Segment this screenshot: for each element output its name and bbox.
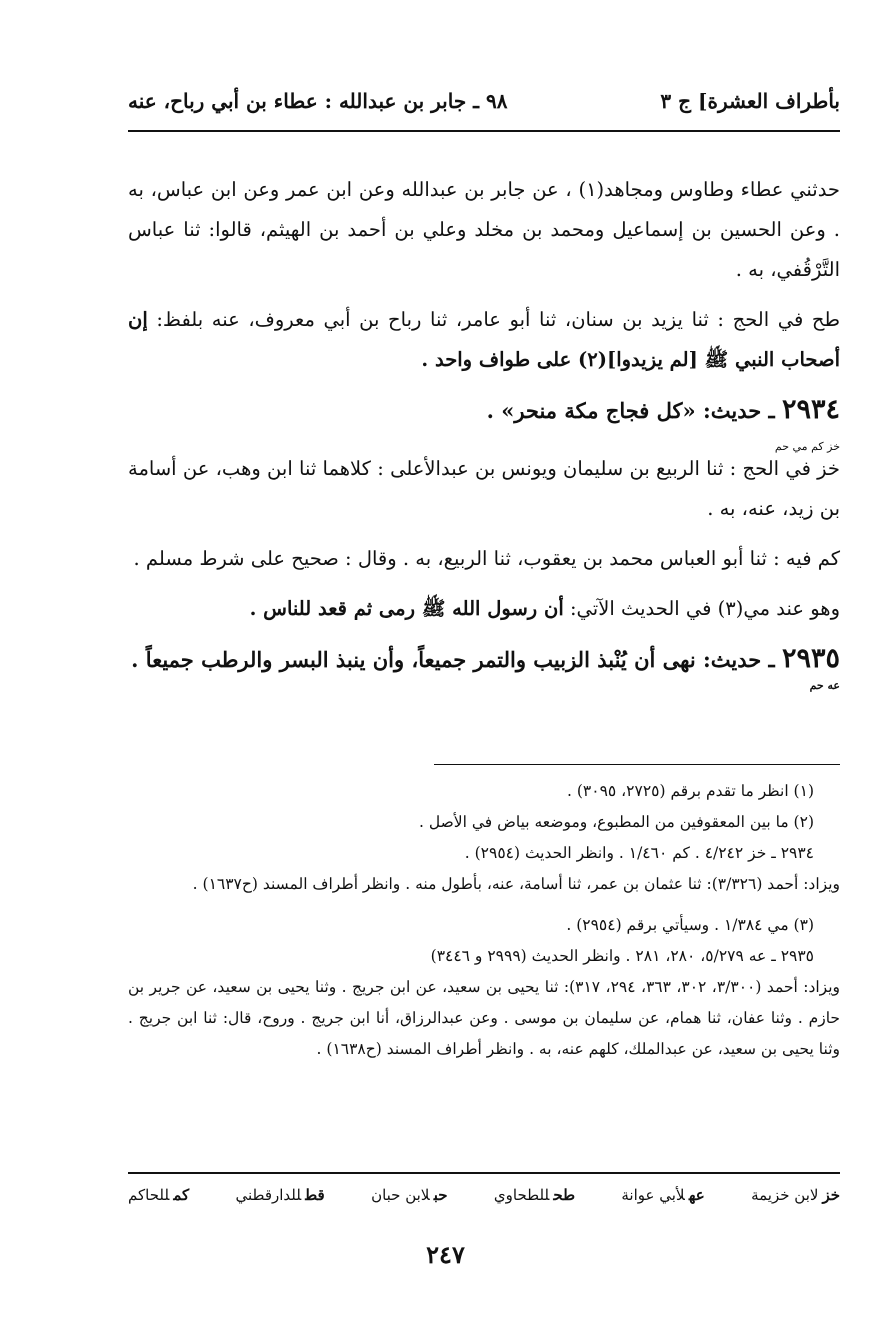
legend-label: للدارقطني	[235, 1186, 302, 1204]
legend-code: كم	[173, 1186, 190, 1204]
legend-label: لابن حبان	[371, 1186, 430, 1204]
sigla-2934: خز كم مي حم	[774, 440, 840, 453]
legend-code: طح	[553, 1186, 576, 1204]
page-number: ٢٤٧	[426, 1240, 465, 1269]
hadith-heading-2935	[128, 639, 840, 692]
footnotes	[128, 776, 840, 1065]
running-header	[128, 84, 840, 118]
note-2934-extra: ويزاد: أحمد (٣/٣٢٦): ثنا عثمان بن عمر، ثنا أسامة، عنه، بأطول منه . وانظر أطراف المسند (ح١٦٣٧) .	[192, 875, 840, 893]
paragraph-darimi-text: وهو عند مي(٣) في الحديث الآتي:	[569, 597, 840, 620]
hadith-number-2934: ٢٩٣٤	[781, 394, 840, 425]
hadith-title-2934: ـ حديث: «كل فجاج مكة منحر» .	[486, 398, 775, 423]
paragraph-tahawi	[128, 300, 840, 380]
legend-item	[236, 1186, 325, 1204]
legend-code: حب	[433, 1186, 448, 1204]
header-section-title: ٩٨ ـ جابر بن عبدالله : عطاء بن أبي رباح، عنه	[128, 89, 508, 113]
header-volume-title: بأطراف العشرة] ج ٣	[660, 89, 840, 113]
paragraph-khuzaymah	[128, 441, 840, 529]
hadith-number-2935: ٢٩٣٥	[781, 643, 840, 674]
paragraph-hakim: كم فيه : ثنا أبو العباس محمد بن يعقوب، ثنا الربيع، به . وقال : صحيح على شرط مسلم .	[133, 547, 840, 570]
hadith-wording-2: أن رسول الله ﷺ رمى ثم قعد للناس .	[249, 597, 564, 620]
legend-label: لأبي عوانة	[621, 1186, 685, 1204]
hadith-title-2935: ـ حديث: نهى أن يُنْبذ الزبيب والتمر جميعاً، وأن ينبذ البسر والرطب جميعاً .	[131, 647, 775, 672]
legend-label: لابن خزيمة	[751, 1186, 819, 1204]
footnote-rule	[434, 764, 840, 765]
legend-label: للطحاوي	[493, 1186, 550, 1204]
paragraph-khuzaymah-text: خز في الحج : ثنا الربيع بن سليمان ويونس بن عبدالأعلى : كلاهما ثنا ابن وهب، عن أسامة بن زيد، عنه، به .	[128, 457, 840, 520]
legend-code: قط	[305, 1186, 325, 1204]
note-2935-extra: ويزاد: أحمد (٣/٣٠٠، ٣٠٢، ٣٦٣، ٢٩٤، ٣١٧): ثنا يحيى بن سعيد، عن ابن جريج . وثنا يحيى بن سعيد، عن جرير بن حازم . وثنا عفان، ثنا همام، عن سليمان بن موسى . وعن عبدالرزاق، أنا ابن جريج . وروح، قال: ثنا ابن جريج . وثنا يحيى بن سعيد، عن عبدالملك، كلهم عنه، به . وانظر أطراف المسند (ح١٦٣٨) .	[128, 978, 841, 1058]
paragraph-darimi	[128, 589, 840, 629]
legend-label: للحاكم	[128, 1186, 170, 1204]
footnote-2: (٢) ما بين المعقوفين من المطبوع، وموضعه بياض في الأصل .	[419, 813, 814, 831]
hadith-wording: إن أصحاب النبي ﷺ [لم يزيدوا](٢) على طواف واحد .	[128, 308, 840, 371]
footnote-3: (٣) مي ١/٣٨٤ . وسيأتي برقم (٢٩٥٤) .	[566, 916, 814, 934]
paragraph-chain: حدثني عطاء وطاوس ومجاهد(١) ، عن جابر بن عبدالله وعن ابن عمر وعن ابن عباس، به . وعن الحسين بن إسماعيل ومحمد بن مخلد وعلي بن أحمد بن الهيثم، قالوا: ثنا عباس التَّرْقُفي، به .	[128, 178, 840, 281]
sigla-2935: عه حم	[809, 679, 840, 692]
main-text	[128, 170, 840, 698]
hadith-heading-2934	[128, 390, 840, 431]
legend-item	[371, 1186, 448, 1204]
note-2935: ٢٩٣٥ ـ عه ٥/٢٧٩، ٢٨٠، ٢٨١ . وانظر الحديث (٢٩٩٩ و ٣٤٤٦)	[430, 947, 814, 965]
header-rule	[128, 130, 840, 132]
legend-code: عه	[688, 1186, 705, 1204]
legend-rule	[128, 1172, 840, 1174]
legend-item	[751, 1186, 840, 1204]
abbreviation-legend	[128, 1186, 840, 1204]
legend-item	[128, 1186, 189, 1204]
legend-item	[494, 1186, 575, 1204]
paragraph-tahawi-text: طح في الحج : ثنا يزيد بن سنان، ثنا أبو عامر، ثنا رباح بن أبي معروف، عنه بلفظ:	[156, 308, 841, 331]
footnote-1: (١) انظر ما تقدم برقم (٢٧٢٥، ٣٠٩٥) .	[567, 782, 814, 800]
legend-item	[621, 1186, 704, 1204]
legend-code: خز	[822, 1186, 840, 1204]
note-2934: ٢٩٣٤ ـ خز ٤/٢٤٢ . كم ١/٤٦٠ . وانظر الحديث (٢٩٥٤) .	[464, 844, 814, 862]
